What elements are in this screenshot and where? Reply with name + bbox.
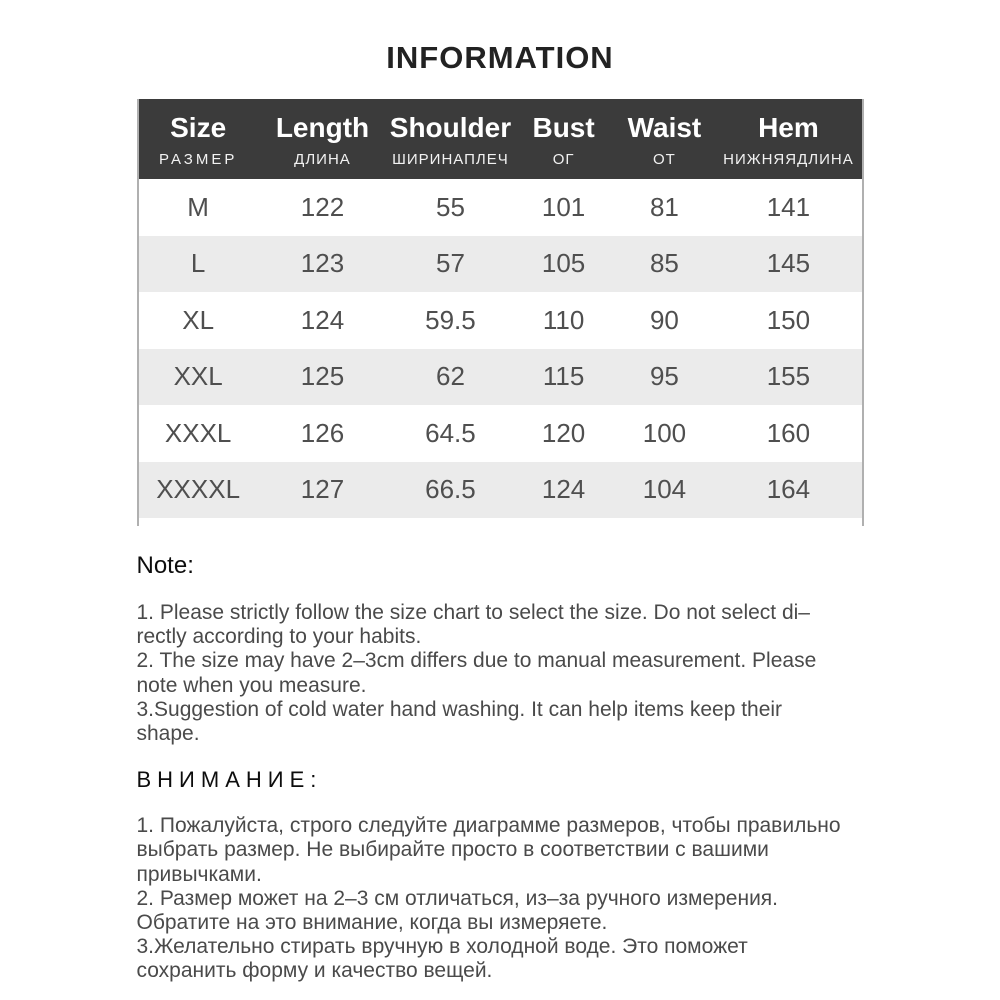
size-chart-table <box>137 99 864 526</box>
cell-length: 127 <box>300 474 345 505</box>
attention-line: выбрать размер. Не выбирайте просто в соответствии с вашими <box>136 838 769 862</box>
attention-line: сохранить форму и качество вещей. <box>136 959 493 983</box>
column-header-hem <box>715 99 861 179</box>
table-row-m <box>139 179 862 236</box>
table-row-xl <box>139 292 862 349</box>
column-label-size: Size <box>170 112 227 143</box>
cell-shoulder: 62 <box>435 361 465 392</box>
note-line: 3.Suggestion of cold water hand washing. It can help items keep their <box>136 697 783 721</box>
cell-hem: 145 <box>766 248 811 279</box>
column-label-hem: Hem <box>758 112 819 143</box>
column-label-length: Length <box>275 112 370 143</box>
attention-heading: ВНИМАНИЕ: <box>136 767 323 793</box>
cell-hem: 164 <box>766 474 811 505</box>
cell-hem: 150 <box>766 304 811 335</box>
attention-line: 1. Пожалуйста, строго следуйте диаграмме размеров, чтобы правильно <box>136 814 841 838</box>
table-row-xxxxl <box>139 462 862 519</box>
cell-waist: 100 <box>642 417 687 448</box>
attention-line: 3.Желательно стирать вручную в холодной воде. Это поможет <box>136 935 748 959</box>
column-sublabel-waist: ОТ <box>653 151 676 168</box>
note-line: note when you measure. <box>136 673 367 697</box>
cell-size: XXXXL <box>156 474 241 505</box>
cell-hem: 141 <box>766 191 811 222</box>
cell-waist: 95 <box>649 361 679 392</box>
cell-shoulder: 59.5 <box>425 304 476 335</box>
cell-waist: 85 <box>649 248 679 279</box>
cell-bust: 115 <box>542 361 585 392</box>
cell-length: 123 <box>300 248 345 279</box>
column-label-shoulder: Shoulder <box>389 112 512 143</box>
cell-size: XL <box>182 304 215 335</box>
note-line: shape. <box>136 722 200 746</box>
cell-size: L <box>190 248 206 279</box>
column-sublabel-bust: ОГ <box>552 151 575 168</box>
column-header-length <box>258 99 387 179</box>
attention-line: привычками. <box>136 862 262 886</box>
cell-size: XXXL <box>164 417 232 448</box>
cell-bust: 124 <box>541 474 586 505</box>
column-sublabel-size: РАЗМЕР <box>158 151 238 168</box>
cell-hem: 160 <box>766 417 811 448</box>
column-header-bust <box>514 99 614 179</box>
attention-line: 2. Размер может на 2–3 см отличаться, из–за ручного измерения. <box>136 886 779 910</box>
note-text <box>137 601 864 746</box>
note-heading: Note: <box>136 552 194 579</box>
cell-length: 126 <box>300 417 345 448</box>
cell-length: 125 <box>300 361 345 392</box>
table-row-xxxl <box>139 405 862 462</box>
column-label-waist: Waist <box>627 112 702 143</box>
column-sublabel-length: ДЛИНА <box>294 151 351 168</box>
cell-shoulder: 64.5 <box>425 417 476 448</box>
table-row-l <box>139 236 862 293</box>
content-area <box>137 99 864 984</box>
cell-shoulder: 55 <box>435 191 465 222</box>
cell-size: M <box>187 191 209 222</box>
table-body <box>139 179 862 518</box>
cell-waist: 104 <box>642 474 687 505</box>
cell-bust: 101 <box>541 191 586 222</box>
column-label-bust: Bust <box>532 112 595 143</box>
cell-length: 122 <box>300 191 345 222</box>
cell-bust: 120 <box>541 417 586 448</box>
column-sublabel-shoulder: ШИРИНАПЛЕЧ <box>392 151 509 168</box>
column-header-size <box>139 99 258 179</box>
cell-waist: 90 <box>649 304 679 335</box>
attention-text <box>137 814 864 983</box>
column-sublabel-hem: НИЖНЯЯДЛИНА <box>723 151 854 168</box>
page-title: INFORMATION <box>386 40 614 75</box>
table-header-row <box>139 99 862 179</box>
cell-bust: 105 <box>541 248 586 279</box>
note-line: 2. The size may have 2–3cm differs due to manual measurement. Please <box>136 649 817 673</box>
note-line: rectly according to your habits. <box>136 625 422 649</box>
cell-hem: 155 <box>766 361 811 392</box>
table-row-xxl <box>139 349 862 406</box>
cell-waist: 81 <box>649 191 679 222</box>
note-line: 1. Please strictly follow the size chart to select the size. Do not select di– <box>136 601 810 624</box>
cell-bust: 110 <box>542 304 585 335</box>
column-header-shoulder <box>387 99 514 179</box>
cell-shoulder: 66.5 <box>425 474 476 505</box>
column-header-waist <box>613 99 715 179</box>
cell-length: 124 <box>300 304 345 335</box>
cell-shoulder: 57 <box>435 248 465 279</box>
cell-size: XXL <box>173 361 223 392</box>
attention-line: Обратите на это внимание, когда вы измеряете. <box>136 911 608 935</box>
